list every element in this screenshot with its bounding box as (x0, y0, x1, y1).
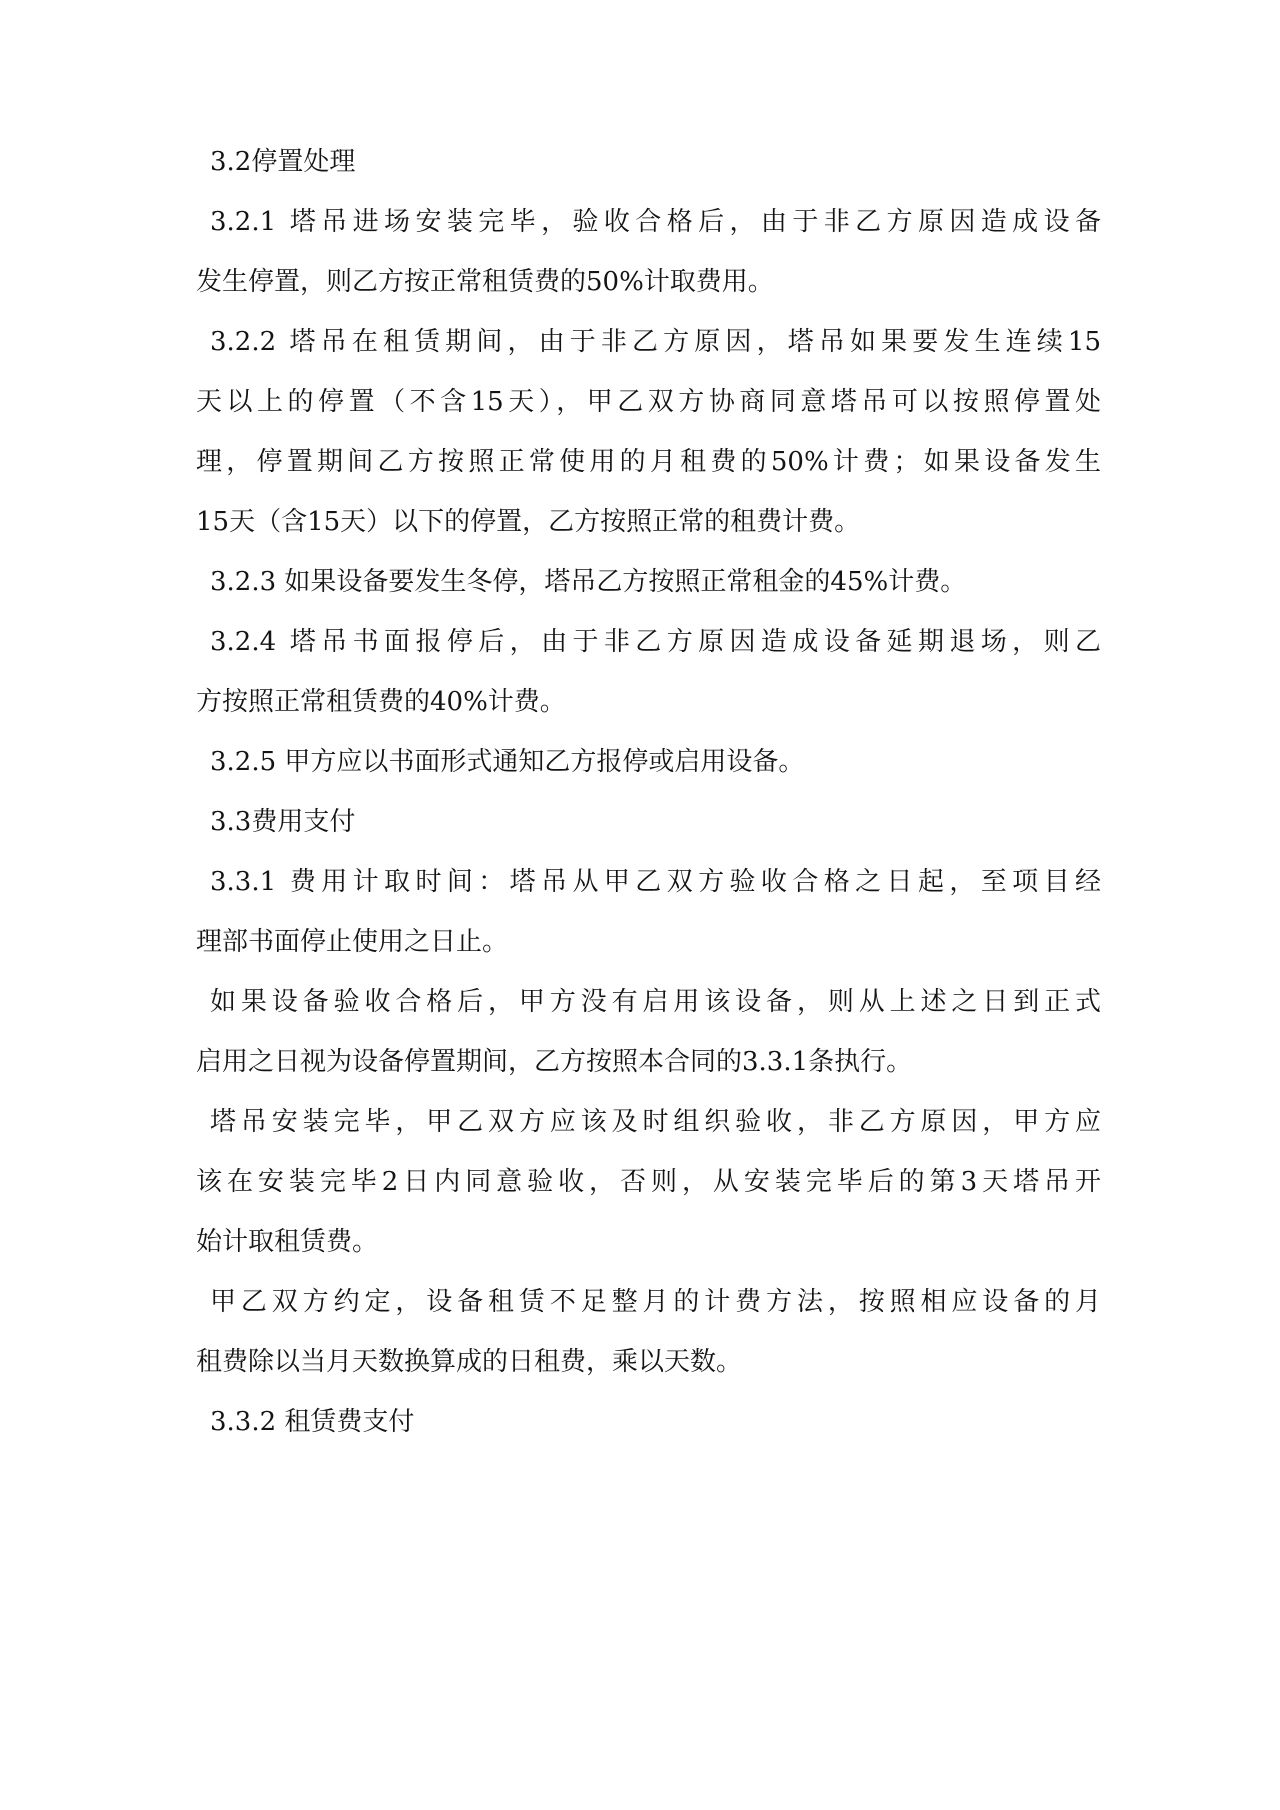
paragraph-line: 租费除以当月天数换算成的日租费，乘以天数。 (196, 1347, 743, 1377)
paragraph-line: 3.2.2 塔吊在租赁期间，由于非乙方原因，塔吊如果要发生连续15 (210, 327, 1101, 357)
paragraph-line: 始计取租赁费。 (196, 1227, 379, 1257)
paragraph-line: 理部书面停止使用之日止。 (196, 927, 509, 957)
document-page (196, 0, 1101, 1810)
paragraph-line: 3.2.1 塔吊进场安装完毕，验收合格后，由于非乙方原因造成设备 (210, 207, 1101, 237)
paragraph-line: 3.2.4 塔吊书面报停后，由于非乙方原因造成设备延期退场，则乙 (210, 627, 1101, 657)
section-heading-3-2: 3.2停置处理 (210, 147, 356, 177)
paragraph-line: 天以上的停置（不含15天），甲乙双方协商同意塔吊可以按照停置处 (196, 387, 1101, 417)
paragraph-line: 15天（含15天）以下的停置，乙方按照正常的租费计费。 (196, 507, 861, 537)
paragraph-line: 发生停置，则乙方按正常租赁费的50%计取费用。 (196, 267, 774, 297)
paragraph-line: 甲乙双方约定，设备租赁不足整月的计费方法，按照相应设备的月 (210, 1287, 1101, 1317)
paragraph-line: 3.2.5 甲方应以书面形式通知乙方报停或启用设备。 (210, 747, 805, 777)
section-heading-3-3: 3.3费用支付 (210, 807, 356, 837)
paragraph-line: 该在安装完毕2日内同意验收，否则，从安装完毕后的第3天塔吊开 (196, 1167, 1101, 1197)
section-heading-3-3-2: 3.3.2 租赁费支付 (210, 1407, 415, 1437)
paragraph-line: 塔吊安装完毕，甲乙双方应该及时组织验收，非乙方原因，甲方应 (210, 1107, 1101, 1137)
paragraph-line: 3.3.1 费用计取时间：塔吊从甲乙双方验收合格之日起，至项目经 (210, 867, 1101, 897)
paragraph-line: 方按照正常租赁费的40%计费。 (196, 687, 566, 717)
paragraph-line: 3.2.3 如果设备要发生冬停，塔吊乙方按照正常租金的45%计费。 (210, 567, 967, 597)
paragraph-line: 如果设备验收合格后，甲方没有启用该设备，则从上述之日到正式 (210, 987, 1101, 1017)
paragraph-line: 启用之日视为设备停置期间，乙方按照本合同的3.3.1条执行。 (196, 1047, 913, 1077)
paragraph-line: 理，停置期间乙方按照正常使用的月租费的50%计费；如果设备发生 (196, 447, 1101, 477)
